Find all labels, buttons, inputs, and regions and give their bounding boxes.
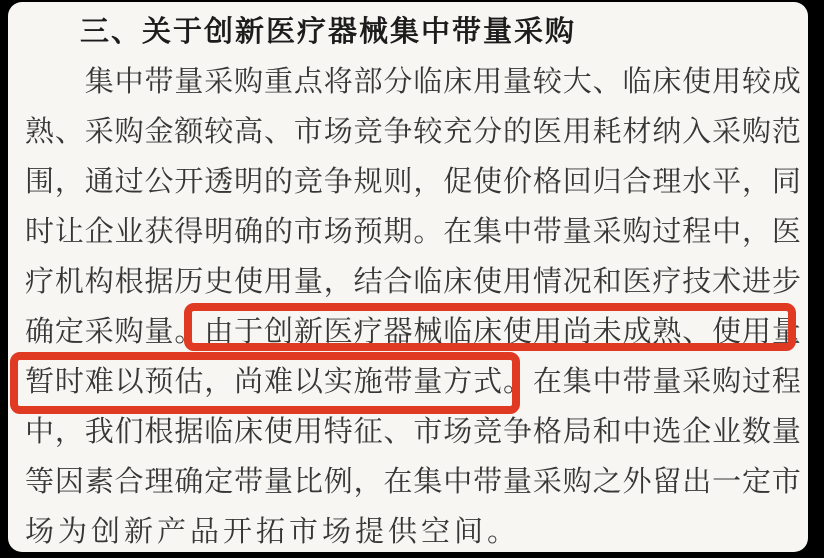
text-line: 熟 、 采 购 金 额 较 高 、 市 场 竞 争 较 充 分 的 医 用 耗 材 纳 入 采 购 范 — [25, 116, 801, 148]
document-page — [8, 2, 808, 552]
text-line: 确 定 采 购 量 。 由 于 创 新 医 疗 器 械 临 床 使 用 尚 未 成 熟 、 使 用 量 — [25, 316, 801, 348]
text-line: 疗 机 构 根 据 历 史 使 用 量 ， 结 合 临 床 使 用 情 况 和 医 疗 技 术 进 步 — [25, 266, 801, 298]
text-line: 中 ， 我 们 根 据 临 床 使 用 特 征 、 市 场 竞 争 格 局 和 中 选 企 业 数 量 — [25, 416, 801, 448]
text-line: 围 ， 通 过 公 开 透 明 的 竞 争 规 则 ， 促 使 价 格 回 归 合 理 水 平 ， 同 — [25, 166, 801, 198]
text-line: 暂 时 难 以 预 估 ， 尚 难 以 实 施 带 量 方 式 。 在 集 中 带 量 采 购 过 程 — [25, 366, 801, 398]
text-line: 场为创新产品开拓市场提供空间。 — [25, 516, 521, 548]
text-line: 等 因 素 合 理 确 定 带 量 比 例 ， 在 集 中 带 量 采 购 之 外 留 出 一 定 市 — [25, 466, 801, 498]
text-line: 集 中 带 量 采 购 重 点 将 部 分 临 床 用 量 较 大 、 临 床 使 用 较 成 — [84, 66, 801, 98]
text-line: 时 让 企 业 获 得 明 确 的 市 场 预 期 。 在 集 中 带 量 采 购 过 程 中 ， 医 — [25, 216, 801, 248]
section-heading: 三、关于创新医疗器械集中带量采购 — [80, 16, 577, 48]
